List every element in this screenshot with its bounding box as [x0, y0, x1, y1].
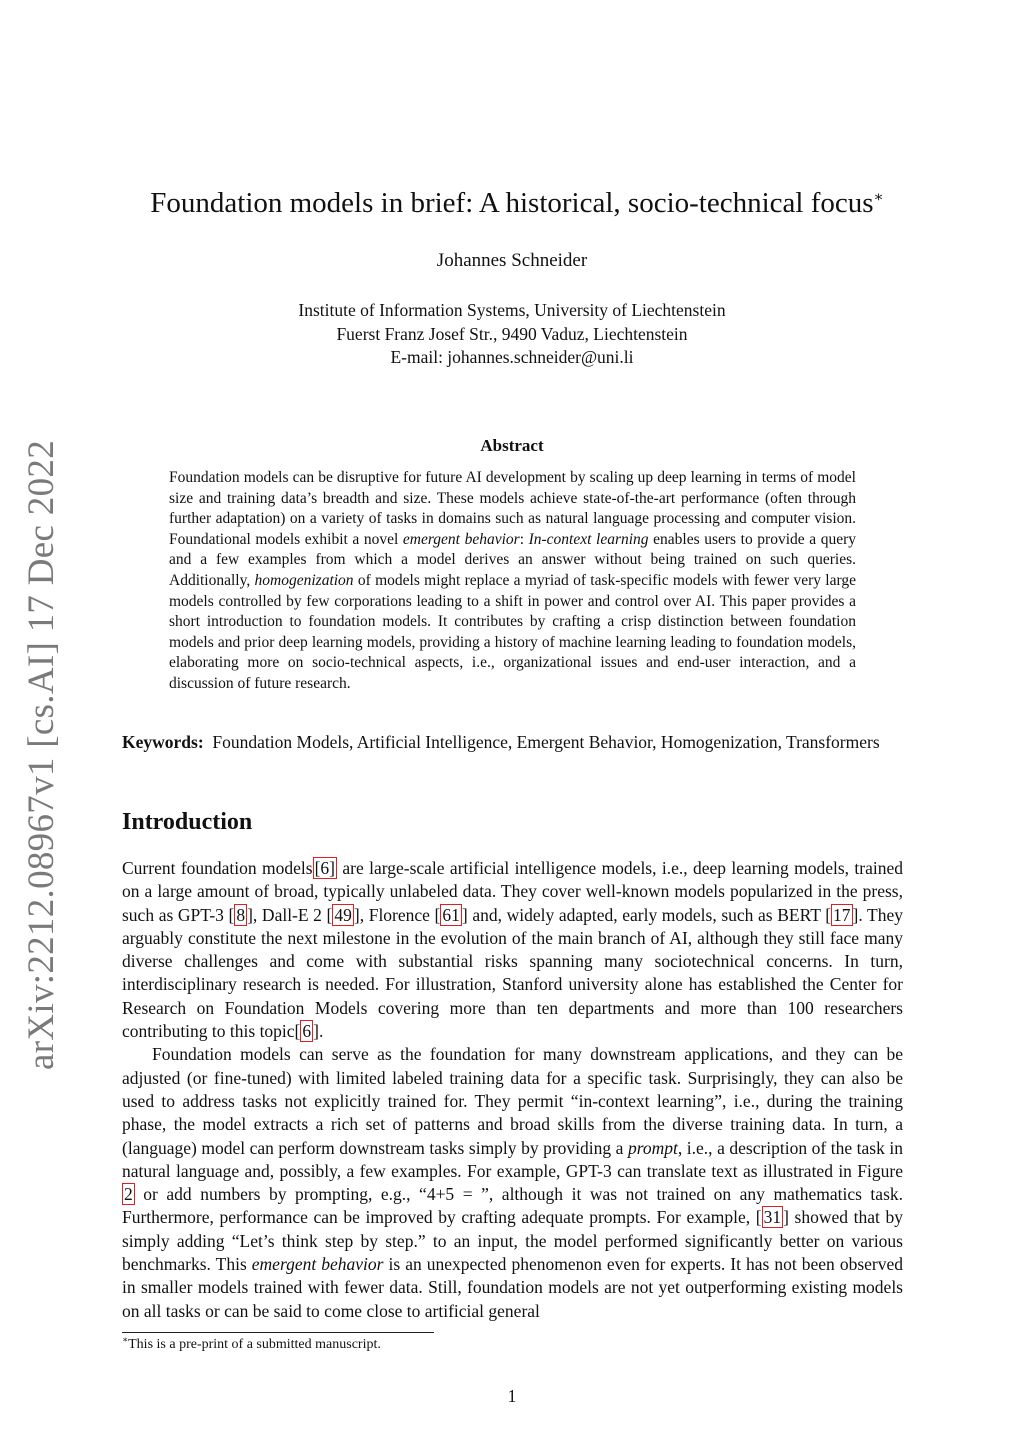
- citation-link[interactable]: 31: [763, 1207, 782, 1228]
- body-text: ] and, widely adapted, early models, such as BERT [: [461, 904, 832, 925]
- introduction-body: [122, 857, 903, 1323]
- citation-link[interactable]: 6: [302, 1021, 312, 1042]
- citation-link[interactable]: 8: [236, 904, 246, 925]
- affiliation-address: Fuerst Franz Josef Str., 9490 Vaduz, Liechtenstein: [336, 323, 688, 344]
- affiliation-block: [0, 299, 1024, 370]
- keywords: [122, 731, 903, 754]
- emphasis: emergent behavior: [251, 1254, 384, 1275]
- body-text: ]. They arguably constitute the next milestone in the evolution of the main branch of AI, although they still face many diverse challenges and come with substantial risks spanning many sociotechnical concerns. In turn, interdisciplinary research is needed. For illustration, Stanford university alone has established the Center for Research on Foundation Models covering more than ten departments and more than 100 researchers contributing to this topic[: [122, 904, 903, 1042]
- abstract-emphasis: emergent behavior: [402, 530, 520, 548]
- abstract-text: Foundation models can be disruptive for future AI development by scaling up deep learning in terms of model size and training data’s breadth and size. These models achieve state-of-the-art performance (often through further adaptation) on a variety of tasks in domains such as natural language processing and computer vision. Foundational models exhibit a novel: [169, 469, 856, 548]
- paper-title: [0, 187, 1024, 220]
- body-text: ], Florence [: [353, 904, 441, 925]
- footnote-mark: ∗: [122, 1334, 129, 1345]
- title-footnote-mark[interactable]: ∗: [873, 189, 884, 206]
- abstract-emphasis: In-context learning: [528, 530, 649, 548]
- abstract-text: of models might replace a myriad of task-specific models with fewer very large models controlled by few corporations leading to a shift in power and control over AI. This paper provides a short introduction to foundation models. It contributes by crafting a crisp distinction between foundation models and prior deep learning models, providing a history of machine learning leading to foundation models, elaborating more on socio-technical aspects, i.e., organizational issues and end-user interaction, and a discussion of future research.: [169, 571, 856, 692]
- body-text: ], Dall-E 2 [: [247, 904, 333, 925]
- body-text: ].: [313, 1021, 324, 1042]
- arxiv-identifier: arXiv:2212.08967v1 [cs.AI] 17 Dec 2022: [21, 440, 62, 1070]
- abstract-body: [169, 468, 856, 695]
- abstract-emphasis: homogenization: [254, 571, 354, 589]
- emphasis: prompt: [627, 1137, 678, 1158]
- author-name: Johannes Schneider: [436, 250, 588, 271]
- affiliation-institute: Institute of Information Systems, University of Liechtenstein: [298, 300, 726, 320]
- body-text: , i.e., a description of the task in natural language and, possibly, a few examples. For example, GPT-3 can translate text as illustrated in Figure: [122, 1137, 903, 1181]
- figure-link[interactable]: 2: [124, 1184, 133, 1205]
- footnote-text: This is a pre-print of a submitted manuscript.: [128, 1337, 381, 1352]
- paragraph: [122, 1043, 903, 1323]
- body-text: are large-scale artificial intelligence models, i.e., deep learning models, trained on a large amount of broad, typically unlabeled data. They cover well-known models popularized in the press, such as GPT-3 [: [122, 858, 903, 925]
- footnote-divider: [122, 1332, 434, 1333]
- abstract-text: enables users to provide a query and a few examples from which a model derives an answer without being trained on such queries. Additionally,: [169, 530, 856, 589]
- body-text: or add numbers by prompting, e.g., “4+5 = ”, although it was not trained on any mathematics task. Furthermore, performance can be improved by crafting adequate prompts. For example, [: [122, 1184, 903, 1228]
- citation-link[interactable]: 17: [833, 904, 851, 925]
- keywords-text: Foundation Models, Artificial Intelligence, Emergent Behavior, Homogenization, Transformers: [212, 732, 880, 752]
- abstract-heading: Abstract: [480, 436, 544, 455]
- keywords-label: Keywords:: [122, 732, 204, 752]
- body-text: is an unexpected phenomenon even for experts. It has not been observed in smaller models trained with fewer data. Still, foundation models are not yet outperforming existing models on all tasks or can be said to come close to artificial general: [122, 1254, 903, 1321]
- body-text: Foundation models can serve as the foundation for many downstream applications, and they can be adjusted (or fine-tuned) with limited labeled training data for a specific task. Surprisingly, they can also be used to address tasks not explicitly trained for. They permit “in-context learning”, i.e., during the training phase, the model extracts a rich set of patterns and broad skills from the diverse training data. In turn, a (language) model can perform downstream tasks simply by providing a: [122, 1044, 903, 1158]
- abstract-text: :: [519, 530, 529, 548]
- affiliation-email: E-mail: johannes.schneider@uni.li: [390, 347, 634, 367]
- page-number: 1: [507, 1386, 517, 1406]
- section-heading-introduction: Introduction: [122, 809, 253, 835]
- paragraph: [122, 857, 903, 1043]
- citation-link[interactable]: 61: [442, 904, 460, 925]
- footnote: [122, 1334, 381, 1353]
- body-text: ] showed that by simply adding “Let’s think step by step.” to an input, the model performed significantly better on various benchmarks. This: [122, 1207, 903, 1275]
- body-text: Current foundation models: [122, 858, 313, 878]
- citation-link[interactable]: 49: [334, 904, 352, 925]
- title-text: Foundation models in brief: A historical, socio-technical focus: [150, 187, 874, 219]
- citation-link[interactable]: [6]: [314, 858, 335, 878]
